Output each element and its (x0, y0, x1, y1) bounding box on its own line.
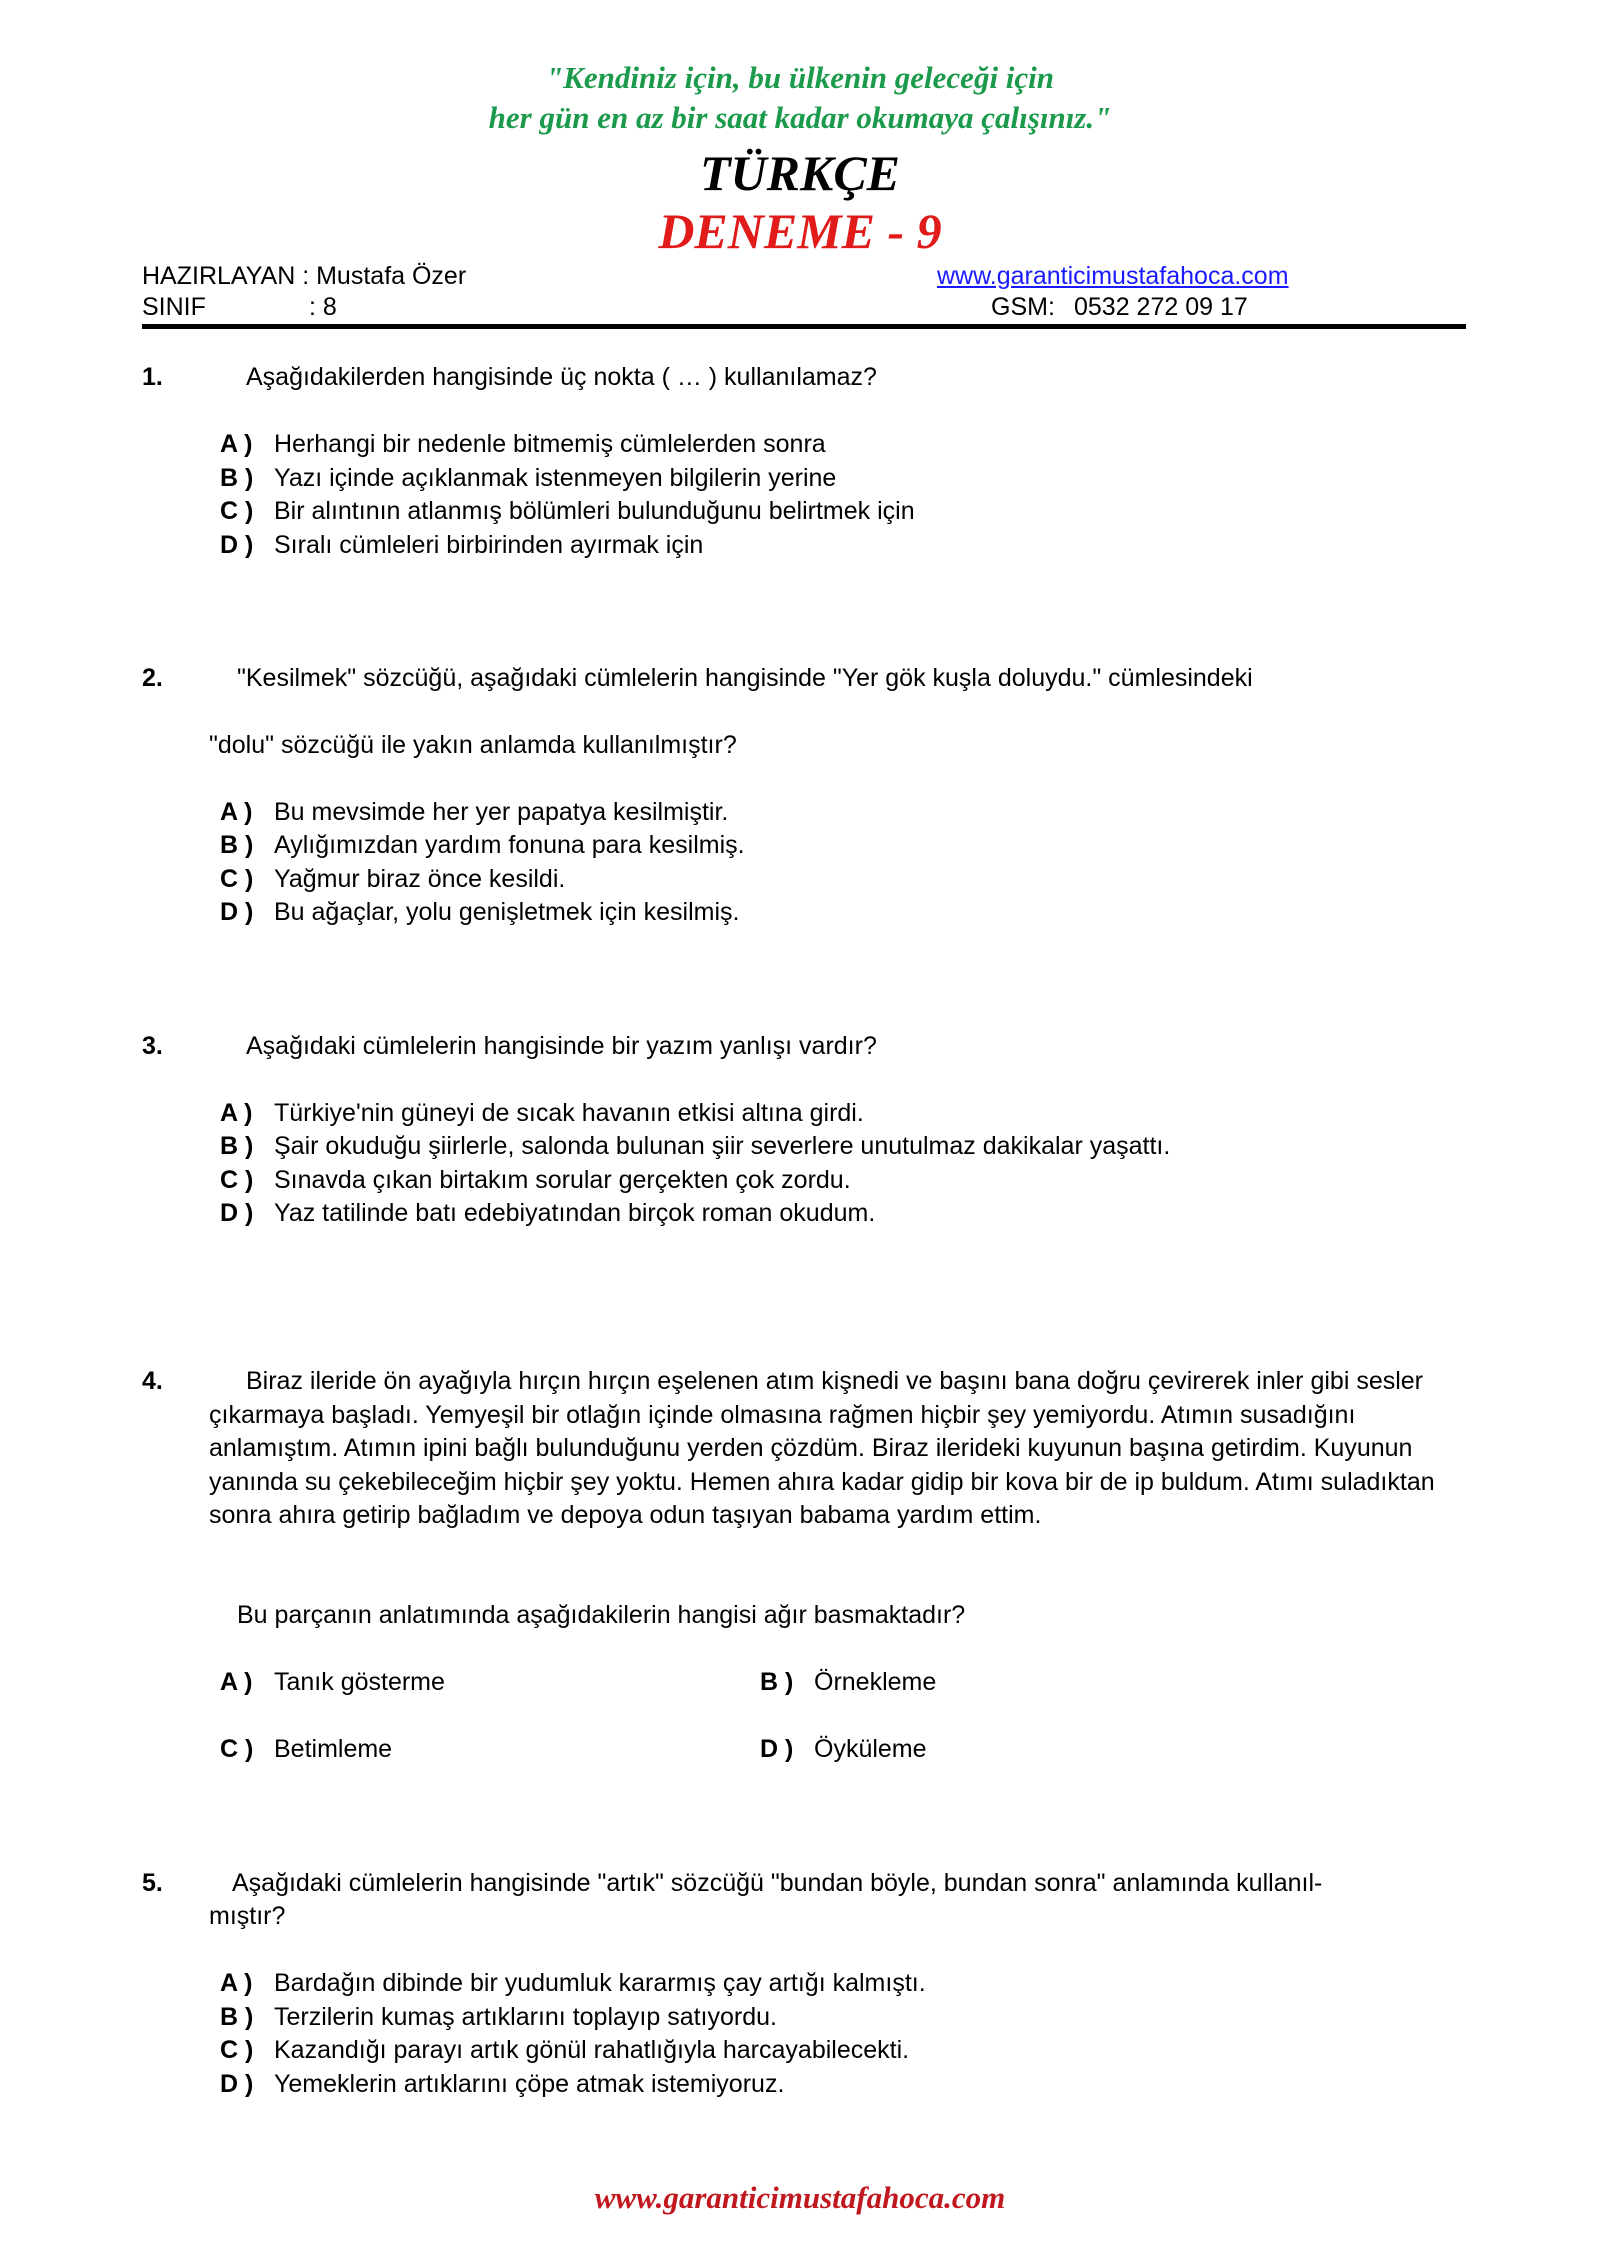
option-a[interactable] (220, 1097, 864, 1130)
option-text: Herhangi bir nedenle bitmemiş cümlelerden sonra (274, 430, 826, 458)
option-a[interactable] (220, 796, 728, 829)
option-text: Yağmur biraz önce kesildi. (274, 865, 566, 893)
option-key: A ) (220, 430, 253, 458)
class-label: SINIF (142, 293, 206, 321)
question-number: 3. (142, 1032, 163, 1060)
option-c[interactable] (220, 1164, 851, 1197)
option-text: Sınavda çıkan birtakım sorular gerçekten çok zordu. (274, 1166, 851, 1194)
option-key: C ) (220, 1735, 254, 1763)
option-key: A ) (220, 1969, 253, 1997)
website-link[interactable]: www.garanticimustafahoca.com (937, 262, 1289, 290)
option-b[interactable] (220, 462, 836, 495)
option-key: D ) (220, 1199, 254, 1227)
option-d[interactable] (220, 1197, 875, 1230)
option-b[interactable] (760, 1666, 936, 1699)
option-key: A ) (220, 1099, 253, 1127)
option-text: Tanık gösterme (274, 1668, 445, 1696)
option-text: Bardağın dibinde bir yudumluk kararmış çay artığı kalmıştı. (274, 1969, 926, 1997)
option-key: B ) (220, 831, 254, 859)
option-a[interactable] (220, 1967, 926, 2000)
motto-line-2: her gün en az bir saat kadar okumaya çalışınız." (488, 100, 1112, 135)
option-key: D ) (760, 1735, 794, 1763)
option-key: D ) (220, 2070, 254, 2098)
option-text: Öyküleme (814, 1735, 927, 1763)
option-text: Sıralı cümleleri birbirinden ayırmak için (274, 531, 704, 559)
option-key: C ) (220, 497, 254, 525)
option-d[interactable] (220, 529, 703, 562)
question-stem: Aşağıdaki cümlelerin hangisinde "artık" sözcüğü "bundan böyle, bundan sonra" anlamında kullanıl- (232, 1869, 1323, 1897)
option-text: Bu ağaçlar, yolu genişletmek için kesilmiş. (274, 898, 740, 926)
question-stem: Aşağıdaki cümlelerin hangisinde bir yazım yanlışı vardır? (246, 1032, 877, 1060)
option-key: B ) (760, 1668, 794, 1696)
option-c[interactable] (220, 2034, 909, 2067)
option-key: C ) (220, 1166, 254, 1194)
question-stem: Bu parçanın anlatımında aşağıdakilerin hangisi ağır basmaktadır? (237, 1601, 966, 1629)
question-number: 5. (142, 1869, 163, 1897)
header-divider (142, 324, 1466, 329)
option-a[interactable] (220, 1666, 445, 1699)
option-text: Aylığımızdan yardım fonuna para kesilmiş. (274, 831, 745, 859)
class-value: : 8 (309, 293, 337, 321)
reading-passage: Biraz ileride ön ayağıyla hırçın hırçın eşelenen atım kişnedi ve başını bana doğru çevirerek inler gibi sesler çıkarmaya başladı. Yemyeşil bir otlağın içinde olmasına rağmen hiçbir şey yemiyordu. Atımın susadığını anlamıştım. Atımın ipini bağlı bulunduğunu yerden çözdüm. Biraz ilerideki kuyunun başına getirdim. Kuyunun yanında su çekebileceğim hiçbir şey yoktu. Hemen ahıra kadar gidip bir kova bir de ip buldum. Atımı suladıktan sonra ahıra getirip bağladım ve depoya odun taşıyan babama yardım ettim. (209, 1367, 1435, 1529)
option-c[interactable] (220, 495, 915, 528)
option-d[interactable] (220, 896, 739, 929)
question-stem-continued: mıştır? (209, 1902, 286, 1930)
option-key: B ) (220, 1132, 254, 1160)
option-text: Kazandığı parayı artık gönül rahatlığıyla harcayabilecekti. (274, 2036, 910, 2064)
option-text: Betimleme (274, 1735, 393, 1763)
option-text: Bir alıntının atlanmış bölümleri bulunduğunu belirtmek için (274, 497, 915, 525)
option-b[interactable] (220, 829, 745, 862)
question-number: 1. (142, 363, 163, 391)
question-stem: Aşağıdakilerden hangisinde üç nokta ( … ) kullanılamaz? (246, 363, 877, 391)
question-stem: "Kesilmek" sözcüğü, aşağıdaki cümlelerin hangisinde "Yer gök kuşla doluydu." cümlesindeki (237, 664, 1253, 692)
option-text: Türkiye'nin güneyi de sıcak havanın etkisi altına girdi. (274, 1099, 864, 1127)
question-number: 2. (142, 664, 163, 692)
option-key: A ) (220, 798, 253, 826)
option-key: B ) (220, 2003, 254, 2031)
author-label: HAZIRLAYAN : Mustafa Özer (142, 262, 467, 290)
footer-website[interactable]: www.garanticimustafahoca.com (594, 2180, 1006, 2215)
option-text: Yemeklerin artıklarını çöpe atmak istemiyoruz. (274, 2070, 785, 2098)
question-stem-continued: "dolu" sözcüğü ile yakın anlamda kullanılmıştır? (209, 731, 737, 759)
option-text: Örnekleme (814, 1668, 937, 1696)
option-b[interactable] (220, 1130, 1170, 1163)
option-b[interactable] (220, 2001, 777, 2034)
option-key: D ) (220, 898, 254, 926)
option-d[interactable] (760, 1733, 927, 1766)
option-key: A ) (220, 1668, 253, 1696)
option-key: C ) (220, 865, 254, 893)
motto-line-1: "Kendiniz için, bu ülkenin geleceği için (545, 60, 1055, 95)
option-a[interactable] (220, 428, 826, 461)
option-text: Yazı içinde açıklanmak istenmeyen bilgilerin yerine (274, 464, 837, 492)
gsm-value: 0532 272 09 17 (1074, 293, 1248, 321)
option-key: C ) (220, 2036, 254, 2064)
option-key: D ) (220, 531, 254, 559)
gsm-label: GSM: (991, 293, 1055, 321)
subject-title: TÜRKÇE (699, 145, 901, 201)
option-text: Şair okuduğu şiirlerle, salonda bulunan şiir severlere unutulmaz dakikalar yaşattı. (274, 1132, 1171, 1160)
option-c[interactable] (220, 863, 565, 896)
option-text: Bu mevsimde her yer papatya kesilmiştir. (274, 798, 729, 826)
option-key: B ) (220, 464, 254, 492)
option-d[interactable] (220, 2068, 784, 2101)
option-text: Terzilerin kumaş artıklarını toplayıp satıyordu. (274, 2003, 777, 2031)
option-c[interactable] (220, 1733, 392, 1766)
question-number: 4. (142, 1367, 163, 1395)
test-title: DENEME - 9 (658, 203, 942, 259)
option-text: Yaz tatilinde batı edebiyatından birçok roman okudum. (274, 1199, 876, 1227)
